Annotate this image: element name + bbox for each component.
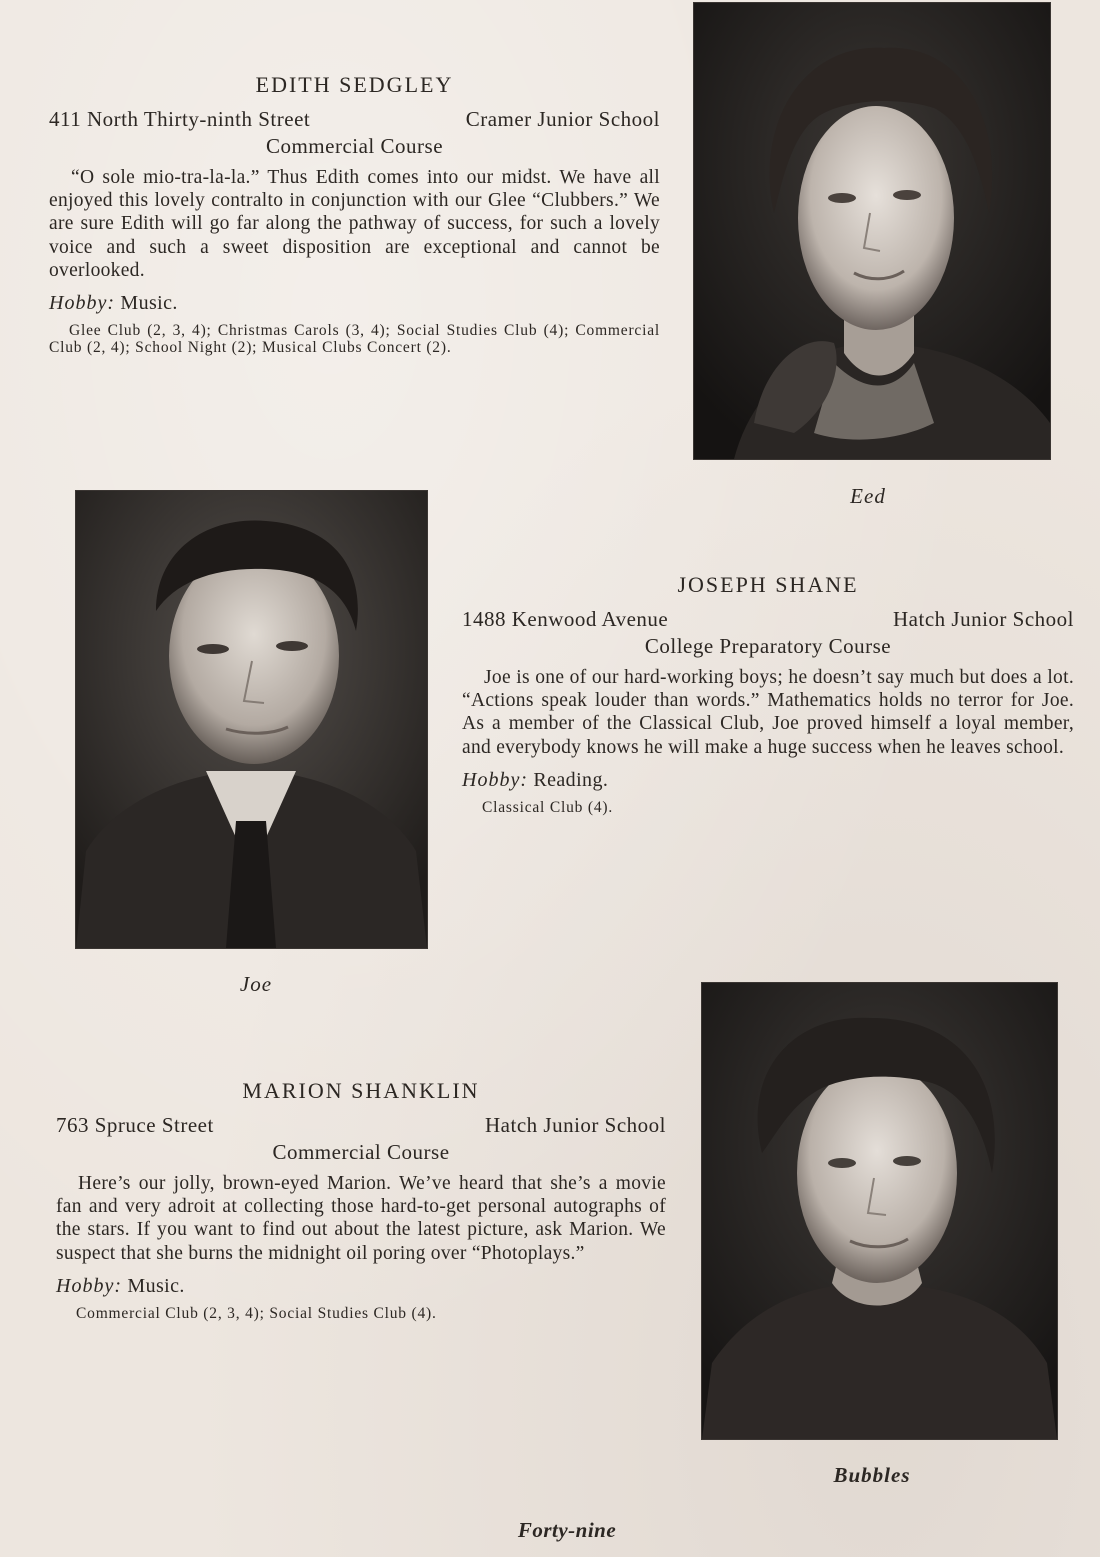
nickname: Bubbles [833,1463,911,1487]
hobby-label: Hobby: [49,292,115,315]
student-entry-shane [462,572,1074,816]
portrait-image [76,491,427,948]
hobby-value: Music. [127,1274,185,1297]
student-entry-sedgley [49,72,660,356]
activities-list: Commercial Club (2, 3, 4); Social Studies Club (4). [76,1304,437,1322]
hobby-label: Hobby: [56,1274,122,1297]
activities-list: Glee Club (2, 3, 4); Christmas Carols (3, 4); Social Studies Club (4); Commercial Club (2, 4); School Night (2); Musical Clubs Concert (2). [49,322,660,357]
home-address: 411 North Thirty-ninth Street [49,107,311,131]
address-row [49,106,660,132]
page-number: Forty-nine [517,1518,617,1542]
hobby-label: Hobby: [462,768,528,791]
student-bio: Joe is one of our hard-working boys; he doesn’t say much but does a lot. “Actions speak louder than words.” Mathematics holds no terror for Joe. As a member of the Classical Club, Joe proved himself a loyal member, and everybody knows he will make a huge success when he leaves school. [462,667,1074,758]
portrait-photo-shane [76,491,427,948]
student-bio: “O sole mio-tra-la-la.” Thus Edith comes into our midst. We have all enjoyed this lovely contralto in conjunction with our Glee “Clubbers.” We are sure Edith will go far along the pathway of success, for such a lovely voice and such a sweet disposition are exceptional and cannot be overlooked. [49,167,660,281]
course-name: Commercial Course [272,1140,450,1164]
home-address: 1488 Kenwood Avenue [462,607,669,631]
junior-school: Cramer Junior School [465,107,660,131]
hobby-value: Reading. [533,768,609,791]
hobby-line [56,1271,666,1301]
student-bio: Here’s our jolly, brown-eyed Marion. We’ve heard that she’s a movie fan and very adroit at collecting those hard-to-get personal autographs of the stars. If you want to find out about the latest picture, ask Marion. We suspect that she burns the midnight oil poring over “Photoplays.” [56,1173,666,1264]
course-name: Commercial Course [265,134,444,158]
portrait-image [702,983,1057,1439]
address-row [56,1112,666,1138]
portrait-image [694,3,1050,459]
student-entry-shanklin [56,1078,666,1322]
nickname: Eed [850,484,886,508]
junior-school: Hatch Junior School [485,1113,666,1137]
portrait-photo-shanklin [702,983,1057,1439]
hobby-value: Music. [120,292,178,315]
hobby-line [49,288,660,318]
student-name: MARION SHANKLIN [242,1078,480,1103]
course-name: College Preparatory Course [644,634,892,658]
junior-school: Hatch Junior School [893,607,1074,631]
address-row [462,606,1074,632]
portrait-photo-sedgley [694,3,1050,459]
home-address: 763 Spruce Street [56,1113,214,1137]
student-name: EDITH SEDGLEY [255,72,454,97]
student-name: JOSEPH SHANE [677,572,859,597]
nickname: Joe [239,972,273,996]
activities-list: Classical Club (4). [482,798,614,816]
hobby-line [462,765,1074,795]
